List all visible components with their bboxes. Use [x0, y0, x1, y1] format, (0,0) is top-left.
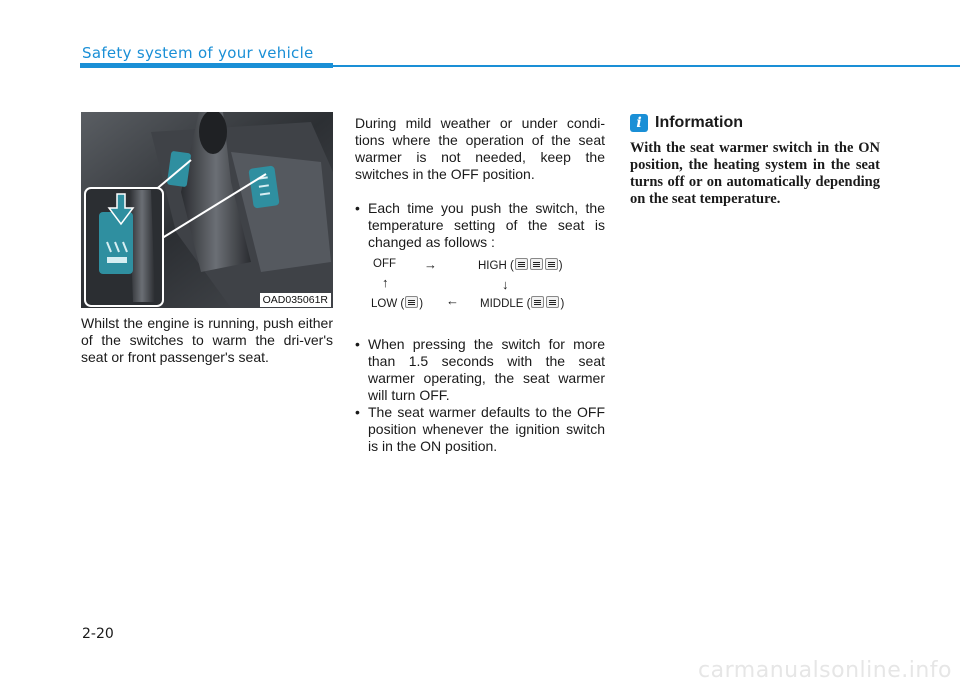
middle-label-text: MIDDLE ( [480, 298, 531, 310]
heat-level-icon [546, 296, 559, 308]
watermark: carmanualsonline.info [698, 658, 952, 683]
heat-level-icon [531, 296, 544, 308]
heat-level-icon [530, 258, 543, 270]
section-header-title: Safety system of your vehicle [82, 44, 314, 62]
high-label-text: HIGH ( [478, 260, 514, 272]
cycle-low-label [371, 296, 423, 310]
info-text: With the seat warmer switch in the ON position, the heating system in the seat turns off or on automatically depending on the seat temperature. [630, 140, 880, 207]
header-rule-thick [80, 63, 333, 68]
bullet-item [355, 336, 605, 404]
cycle-middle-label [480, 296, 564, 310]
bullet-text: Each time you push the switch, the temperature setting of the seat is changed as follows : [368, 200, 605, 250]
cycle-off-label: OFF [373, 258, 396, 270]
info-title: Information [655, 114, 743, 131]
cycle-high-label [478, 258, 563, 272]
column2-intro: During mild weather or under condi-tions where the operation of the seat warmer is not needed, keep the switches in the OFF position. [355, 115, 605, 182]
bullet-dot: • [355, 336, 360, 352]
arrow-up-icon: ↑ [382, 275, 389, 290]
close-paren: ) [560, 298, 565, 310]
bullet-item [355, 404, 605, 455]
close-paren: ) [419, 298, 424, 310]
bullet-dot: • [355, 200, 360, 216]
bullet-dot: • [355, 404, 360, 420]
column1-paragraph: Whilst the engine is running, push either of the switches to warm the dri-ver's seat or front passenger's seat. [81, 315, 333, 365]
heat-level-icon [515, 258, 528, 270]
seat-warmer-switch-photo [81, 112, 333, 308]
heat-level-icon [405, 296, 418, 308]
figure-code: OAD035061R [260, 293, 331, 307]
header-rule-thin [333, 65, 960, 67]
close-paren: ) [558, 260, 563, 272]
arrow-left-icon: ← [446, 293, 459, 308]
page-number: 2-20 [82, 626, 114, 642]
arrow-right-icon: → [424, 257, 437, 272]
heat-level-icon [545, 258, 558, 270]
info-icon: i [630, 114, 648, 132]
console-illustration [81, 112, 333, 308]
bullet-text: When pressing the switch for more than 1.5 seconds with the seat warmer operating, the seat warmer will turn OFF. [368, 336, 605, 403]
low-label-text: LOW ( [371, 298, 405, 310]
bullet-text: The seat warmer defaults to the OFF position whenever the ignition switch is in the ON position. [368, 404, 605, 454]
bullet-item [355, 200, 605, 251]
arrow-down-icon: ↓ [502, 277, 509, 292]
